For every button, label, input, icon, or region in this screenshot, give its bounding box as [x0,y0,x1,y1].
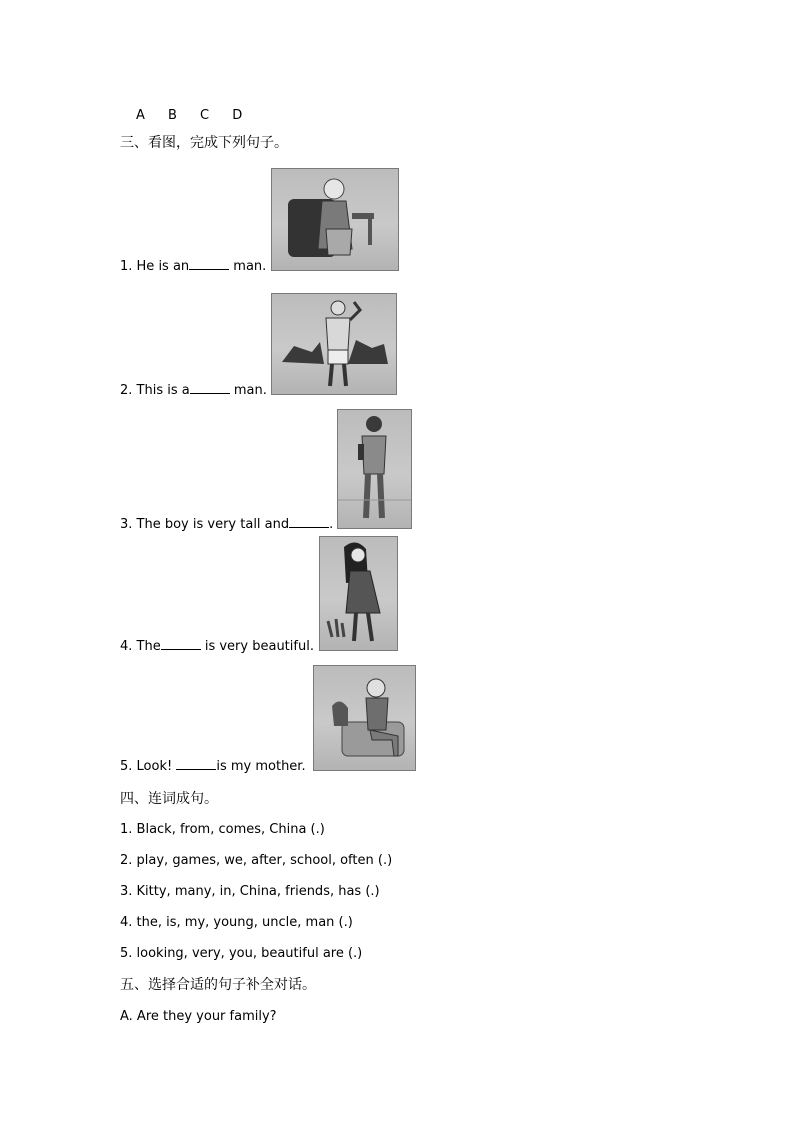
sentence-3: 3. The boy is very tall and . [120,517,334,532]
dialogue-option-a: A. Are they your family? [120,1009,277,1024]
blank-2 [190,381,230,394]
answer-choices [136,104,260,123]
sentence-1: 1. He is an man. [120,259,267,274]
section-3-heading: 三、看图，完成下列句子。 [120,135,288,151]
sentence-5: 5. Look! is my mother. [120,759,306,774]
section-5-heading: 五、选择合适的句子补全对话。 [120,977,316,993]
word-order-item-4: 4. the, is, my, young, uncle, man (.) [120,915,353,930]
word-order-item-1: 1. Black, from, comes, China (.) [120,822,325,837]
blank-4 [161,637,201,650]
choice-c: C [200,108,210,123]
section-4-heading: 四、连词成句。 [120,791,218,807]
word-order-item-2: 2. play, games, we, after, school, often (.) [120,853,393,868]
choice-d: D [232,108,243,123]
word-order-item-3: 3. Kitty, many, in, China, friends, has (.) [120,884,380,899]
sentence-4: 4. The is very beautiful. [120,639,314,654]
picture-mother [313,665,416,771]
picture-old-man [271,168,399,271]
picture-tall-boy [337,409,412,529]
sentence-2: 2. This is a man. [120,383,267,398]
choice-a: A [136,108,145,123]
word-order-item-5: 5. looking, very, you, beautiful are (.) [120,946,363,961]
blank-3 [289,515,329,528]
picture-beautiful-girl [319,536,398,651]
blank-1 [189,257,229,270]
blank-5 [176,757,216,770]
picture-strong-man [271,293,397,395]
choice-b: B [168,108,177,123]
